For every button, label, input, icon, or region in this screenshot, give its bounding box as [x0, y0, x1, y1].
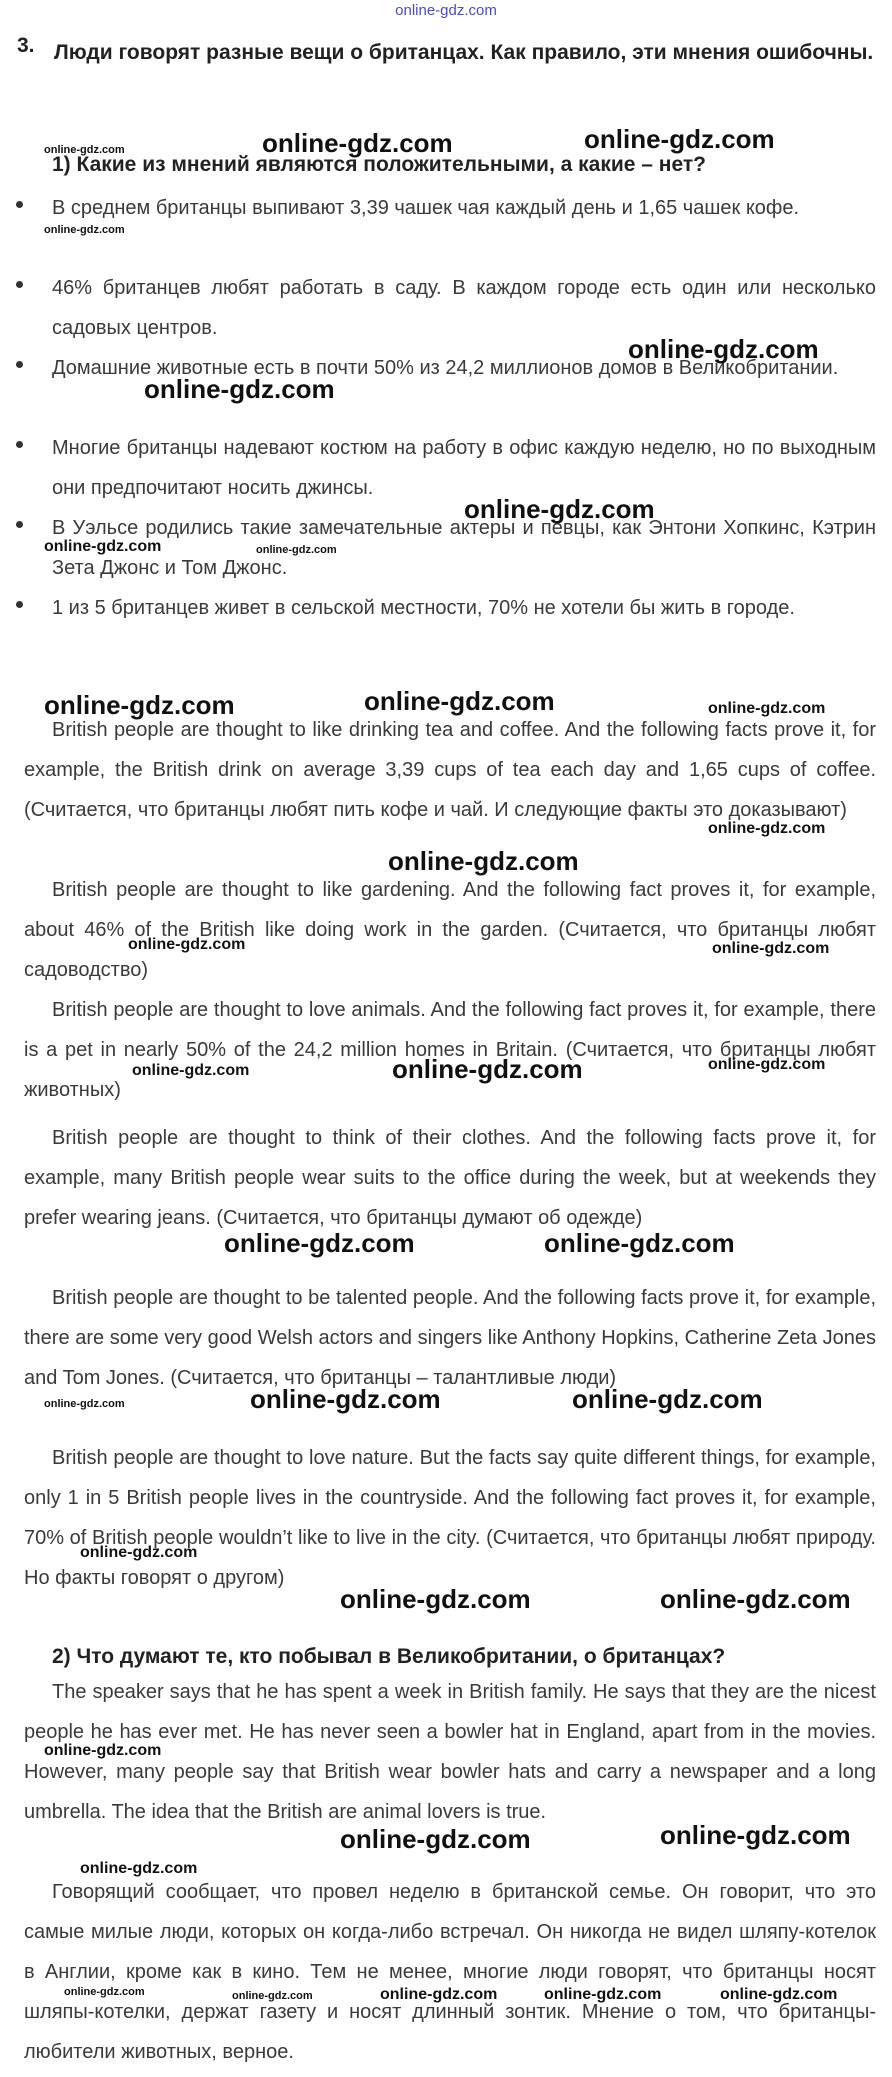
bullet-text: Домашние животные есть в почти 50% из 24,2 миллионов домов в Великобритании.	[52, 357, 839, 379]
watermark-text: online-gdz.com	[364, 686, 555, 716]
bullet-text: В Уэльсе родились такие замечательные актеры и певцы, как Энтони Хопкинс, Кэтрин Зета Джонс и Том Джонс.	[52, 517, 876, 579]
bullet-text: 1 из 5 британцев живет в сельской местности, 70% не хотели бы жить в городе.	[52, 597, 795, 619]
watermark-text: online-gdz.com	[392, 1054, 583, 1084]
bullet-text: 46% британцев любят работать в саду. В каждом городе есть один или несколько садовых центров.	[52, 277, 876, 339]
answer-paragraph: British people are thought to love animals. And the following fact proves it, for example, there is a pet in nearly 50% of the 24,2 million homes in Britain. (Считается, что британцы любят животных)	[24, 999, 876, 1101]
watermark-text: online-gdz.com	[256, 544, 337, 556]
question-text: Люди говорят разные вещи о британцах. Как правило, эти мнения ошибочны.	[54, 41, 874, 64]
bullet-text: Многие британцы надевают костюм на работу в офис каждую неделю, но по выходным они предпочитают носить джинсы.	[52, 437, 876, 499]
site-header: online-gdz.com	[395, 2, 497, 19]
watermark-text: online-gdz.com	[660, 1584, 851, 1614]
watermark-text: online-gdz.com	[64, 1986, 145, 1998]
part1-heading: 1) Какие из мнений являются положительными, а какие – нет?	[52, 153, 706, 176]
watermark-text: online-gdz.com	[80, 1544, 198, 1561]
watermark-text: online-gdz.com	[708, 820, 826, 837]
answer-paragraph: British people are thought to like gardening. And the following fact proves it, for example, about 46% of the British like doing work in the garden. (Считается, что британцы любят садоводство)	[24, 879, 876, 981]
bullet-item	[16, 188, 876, 228]
watermark-text: online-gdz.com	[572, 1384, 763, 1414]
bullet-text: В среднем британцы выпивают 3,39 чашек чая каждый день и 1,65 чашек кофе.	[52, 197, 800, 219]
watermark-text: online-gdz.com	[464, 494, 655, 524]
watermark-text: online-gdz.com	[44, 690, 235, 720]
watermark-text: online-gdz.com	[132, 1062, 250, 1079]
watermark-text: online-gdz.com	[544, 1986, 662, 2003]
question-number: 3.	[17, 34, 35, 57]
watermark-text: online-gdz.com	[708, 700, 826, 717]
watermark-text: online-gdz.com	[340, 1824, 531, 1854]
part2-heading: 2) Что думают те, кто побывал в Великобритании, о британцах?	[52, 1645, 726, 1668]
watermark-text: online-gdz.com	[712, 940, 830, 957]
answer-paragraph: The speaker says that he has spent a week in British family. He says that they are the nicest people he has ever met. He has never seen a bowler hat in England, apart from in the movies. However, many people say that British wear bowler hats and carry a newspaper and a long umbrella. The idea that the British are animal lovers is true.	[24, 1681, 876, 1823]
watermark-text: online-gdz.com	[80, 1860, 198, 1877]
watermark-text: online-gdz.com	[128, 936, 246, 953]
bullet-item	[16, 588, 876, 628]
answer-paragraph: Говорящий сообщает, что провел неделю в британской семье. Он говорит, что это самые милые люди, которых он когда-либо встречал. Он никогда не видел шляпу-котелок в Англии, кроме как в кино. Тем не менее, многие люди говорят, что британцы носят шляпы-котелки, держат газету и носят длинный зонтик. Мнение о том, что британцы-любители животных, верное.	[24, 1881, 876, 2063]
bullet-icon	[16, 521, 23, 528]
bullet-icon	[16, 601, 23, 608]
answer-paragraph: British people are thought to like drinking tea and coffee. And the following facts prove it, for example, the British drink on average 3,39 cups of tea each day and 1,65 cups of coffee. (Считается, что британцы любят пить кофе и чай. И следующие факты это доказывают)	[24, 719, 876, 821]
watermark-text: online-gdz.com	[250, 1384, 441, 1414]
watermark-text: online-gdz.com	[660, 1820, 851, 1850]
watermark-text: online-gdz.com	[708, 1056, 826, 1073]
bullet-icon	[16, 361, 23, 368]
watermark-text: online-gdz.com	[44, 1742, 162, 1759]
answer-paragraph: British people are thought to love nature. But the facts say quite different things, for example, only 1 in 5 British people lives in the countryside. And the following fact proves it, for example, 70% of British people wouldn’t like to live in the city. (Считается, что британцы любят природу. Но факты говорят о другом)	[24, 1447, 876, 1589]
watermark-text: online-gdz.com	[44, 538, 162, 555]
watermark-text: online-gdz.com	[262, 128, 453, 158]
watermark-text: online-gdz.com	[340, 1584, 531, 1614]
bullet-icon	[16, 281, 23, 288]
answer-paragraph: British people are thought to be talented people. And the following facts prove it, for example, there are some very good Welsh actors and singers like Anthony Hopkins, Catherine Zeta Jones and Tom Jones. (Считается, что британцы – талантливые люди)	[24, 1287, 876, 1389]
watermark-text: online-gdz.com	[224, 1228, 415, 1258]
watermark-text: online-gdz.com	[144, 374, 335, 404]
watermark-text: online-gdz.com	[544, 1228, 735, 1258]
watermark-text: online-gdz.com	[44, 1398, 125, 1410]
watermark-text: online-gdz.com	[44, 144, 125, 156]
watermark-text: online-gdz.com	[388, 846, 579, 876]
bullet-item	[16, 428, 876, 508]
watermark-text: online-gdz.com	[628, 334, 819, 364]
watermark-text: online-gdz.com	[232, 1990, 313, 2002]
bullet-icon	[16, 441, 23, 448]
watermark-text: online-gdz.com	[380, 1986, 498, 2003]
watermark-text: online-gdz.com	[584, 124, 775, 154]
bullet-icon	[16, 201, 23, 208]
watermark-text: online-gdz.com	[720, 1986, 838, 2003]
answer-paragraph: British people are thought to think of their clothes. And the following facts prove it, for example, many British people wear suits to the office during the week, but at weekends they prefer wearing jeans. (Считается, что британцы думают об одежде)	[24, 1127, 876, 1229]
watermark-text: online-gdz.com	[44, 224, 125, 236]
